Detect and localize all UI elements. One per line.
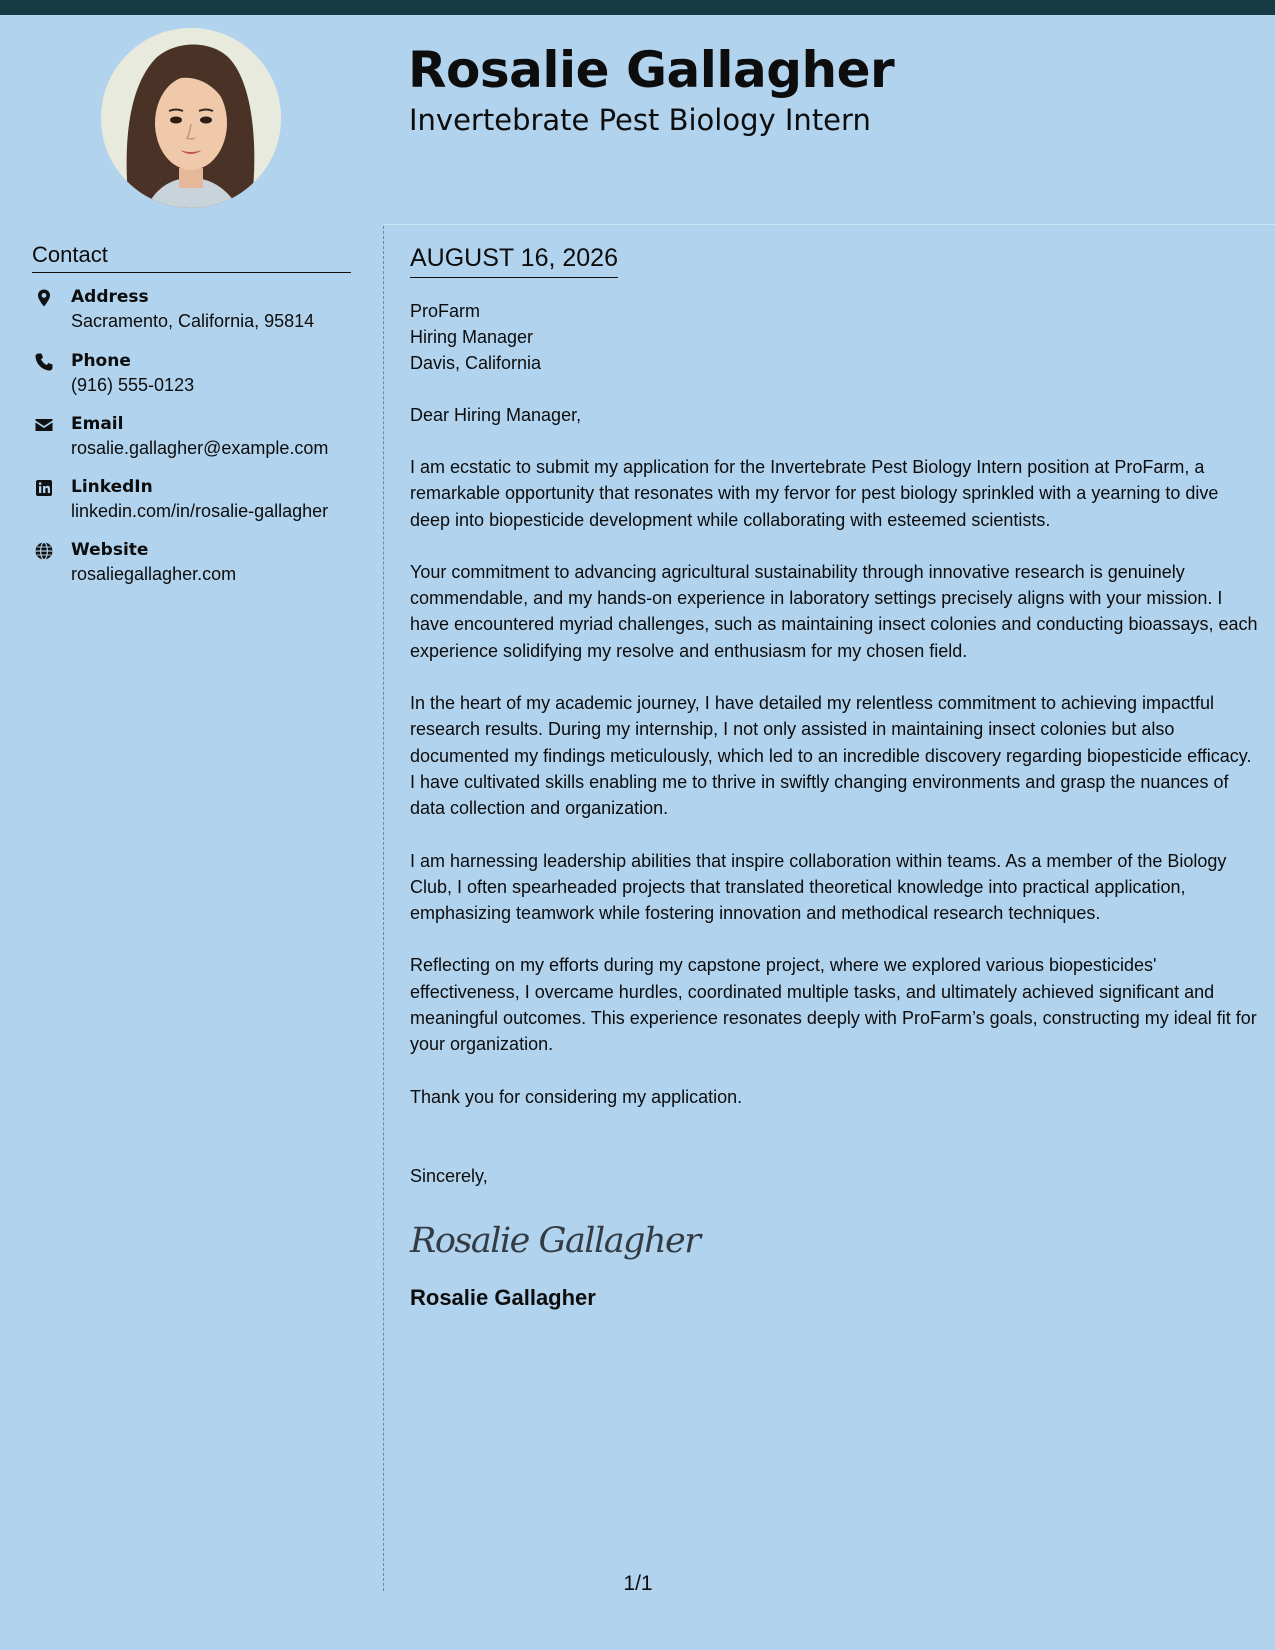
closing: Sincerely, bbox=[410, 1165, 488, 1186]
column-divider bbox=[383, 226, 384, 1591]
signer-name: Rosalie Gallagher bbox=[410, 1284, 596, 1310]
envelope-icon bbox=[34, 415, 54, 435]
contact-label: Phone bbox=[71, 351, 131, 371]
page-number: 1/1 bbox=[623, 1572, 653, 1595]
body-paragraph: Reflecting on my efforts during my capstone project, where we explored various biopesticides' effectiveness, I overcame hurdles, coordinated multiple tasks, and ultimately achieved significant and meaningful outcomes. This experience resonates deeply with ProFarm’s goals, constructing my ideal fit for your organization. bbox=[410, 955, 1257, 1055]
header-divider bbox=[384, 224, 1275, 225]
job-title: Invertebrate Pest Biology Intern bbox=[409, 103, 871, 137]
top-accent-bar bbox=[0, 0, 1275, 15]
thank-you-paragraph: Thank you for considering my application. bbox=[410, 1086, 743, 1107]
body-paragraph: In the heart of my academic journey, I have detailed my relentless commitment to achieving impactful research results. During my internship, I not only assisted in maintaining insect colonies but also documented my findings meticulously, which led to an incredible discovery regarding biopesticide efficacy. I have cultivated skills enabling me to thrive in swiftly changing environments and grasp the nuances of data collection and organization. bbox=[410, 693, 1252, 819]
linkedin-icon bbox=[34, 478, 54, 498]
contact-value: (916) 555-0123 bbox=[71, 375, 195, 395]
contact-label: LinkedIn bbox=[71, 477, 153, 497]
recipient-location: Davis, California bbox=[410, 353, 542, 373]
body-paragraph: I am harnessing leadership abilities that inspire collaboration within teams. As a member of the Biology Club, I often spearheaded projects that translated theoretical knowledge into practical application, emphasizing teamwork while fostering innovation and methodical research techniques. bbox=[410, 850, 1227, 924]
recipient-role: Hiring Manager bbox=[410, 327, 534, 347]
body-paragraph: I am ecstatic to submit my application for the Invertebrate Pest Biology Intern position at ProFarm, a remarkable opportunity that resonates with my fervor for pest biology sprinkled with a yearning to dive deep into biopesticide development while collaborating with esteemed scientists. bbox=[410, 457, 1219, 530]
contact-label: Website bbox=[71, 540, 149, 560]
globe-icon bbox=[34, 541, 54, 561]
contact-heading: Contact bbox=[32, 240, 351, 273]
profile-photo bbox=[101, 28, 281, 208]
phone-icon bbox=[34, 352, 54, 372]
map-pin-icon bbox=[34, 288, 54, 308]
letter-date: AUGUST 16, 2026 bbox=[410, 240, 618, 278]
recipient-block bbox=[410, 298, 1260, 376]
salutation: Dear Hiring Manager, bbox=[410, 405, 582, 425]
contact-value: Sacramento, California, 95814 bbox=[71, 311, 315, 331]
applicant-name: Rosalie Gallagher bbox=[408, 41, 895, 99]
contact-value: rosaliegallagher.com bbox=[71, 564, 237, 584]
contact-label: Email bbox=[71, 414, 124, 434]
body-paragraph: Your commitment to advancing agricultural sustainability through innovative research is genuinely commendable, and my hands-on experience in laboratory settings precisely aligns with your mission. I have encountered myriad challenges, such as maintaining insect colonies and conducting bioassays, each experience solidifying my resolve and enthusiasm for my chosen field. bbox=[410, 561, 1258, 661]
contact-label: Address bbox=[71, 287, 149, 307]
contact-value: rosalie.gallagher@example.com bbox=[71, 438, 329, 458]
letter-body bbox=[410, 240, 1260, 1313]
recipient-company: ProFarm bbox=[410, 301, 481, 321]
contact-value: linkedin.com/in/rosalie-gallagher bbox=[71, 501, 329, 521]
handwritten-signature: Rosalie Gallagher bbox=[410, 1220, 700, 1261]
